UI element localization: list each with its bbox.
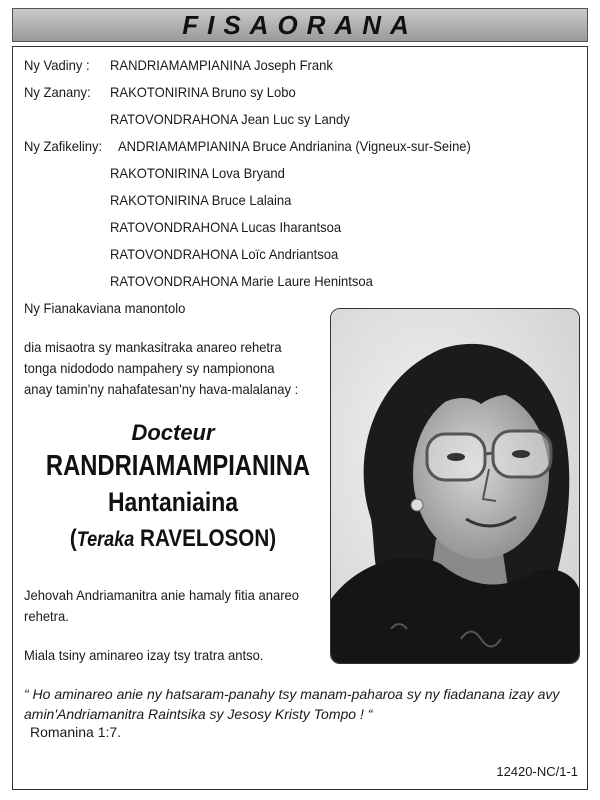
zafikeliny-name-5: RATOVONDRAHONA Loïc Andriantsoa xyxy=(110,246,339,262)
quote-line-2: amin'Andriamanitra Raintsika sy Jesosy Kristy Tompo ! “ xyxy=(24,706,373,722)
teraka-name: RAVELOSON) xyxy=(140,525,277,552)
zafikeliny-name-1: ANDRIAMAMPIANINA Bruce Andrianina (Vigneux-sur-Seine) xyxy=(118,138,471,154)
intro-line-2: tonga nidododo nampahery sy nampionona xyxy=(24,360,275,376)
portrait-image xyxy=(331,309,580,664)
portrait-photo xyxy=(330,308,580,664)
zanany-name-2: RATOVONDRAHONA Jean Luc sy Landy xyxy=(110,111,350,127)
apology-text: Miala tsiny aminareo izay tsy tratra antso. xyxy=(24,647,264,663)
header-banner xyxy=(12,8,588,42)
vadiny-label: Ny Vadiny : xyxy=(24,57,90,73)
zafikeliny-label: Ny Zafikeliny: xyxy=(24,138,103,154)
deceased-firstname: Hantaniaina xyxy=(107,487,239,517)
blessing-line-1: Jehovah Andriamanitra anie hamaly fitia anareo xyxy=(24,587,300,603)
zafikeliny-name-6: RATOVONDRAHONA Marie Laure Henintsoa xyxy=(110,273,373,289)
blessing-line-2: rehetra. xyxy=(24,608,69,624)
zanany-name-1: RAKOTONIRINA Bruno sy Lobo xyxy=(110,84,296,100)
teraka-open-paren: ( xyxy=(69,525,77,552)
zafikeliny-name-4: RATOVONDRAHONA Lucas Iharantsoa xyxy=(110,219,342,235)
header-title: FISAORANA xyxy=(182,9,418,40)
zafikeliny-name-3: RAKOTONIRINA Bruce Lalaina xyxy=(110,192,292,208)
bible-reference: Romanina 1:7. xyxy=(30,724,122,740)
fianakaviana-text: Ny Fianakaviana manontolo xyxy=(24,300,186,316)
bible-quote xyxy=(24,684,584,724)
intro-line-1: dia misaotra sy mankasitraka anareo rehetra xyxy=(24,339,282,355)
deceased-surname: RANDRIAMAMPIANINA xyxy=(45,450,311,482)
vadiny-name: RANDRIAMAMPIANINA Joseph Frank xyxy=(110,57,333,73)
teraka-label: Teraka xyxy=(76,528,135,551)
zafikeliny-name-2: RAKOTONIRINA Lova Bryand xyxy=(110,165,285,181)
notice-code: 12420-NC/1-1 xyxy=(496,764,578,779)
deceased-title: Docteur xyxy=(131,420,215,445)
zanany-label: Ny Zanany: xyxy=(24,84,91,100)
quote-line-1: “ Ho aminareo anie ny hatsaram-panahy tsy manam-paharoa sy ny fiadanana izay avy xyxy=(24,686,560,702)
deceased-teraka xyxy=(40,525,307,553)
intro-line-3: anay tamin'ny nahafatesan'ny hava-malalanay : xyxy=(24,381,299,397)
